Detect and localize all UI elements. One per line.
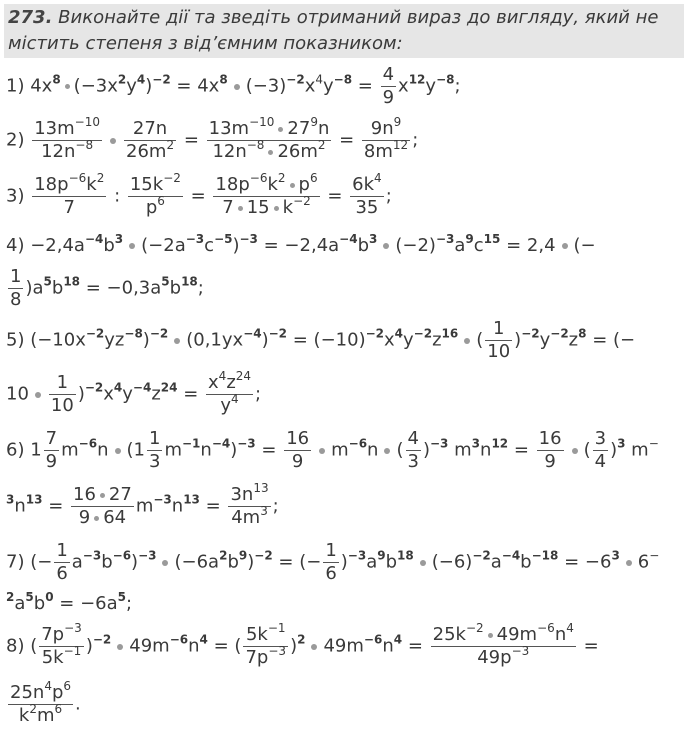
item-label: 2) (6, 129, 25, 151)
fraction: $\frac{9n^9}{8m^{12}}$ (363, 115, 409, 162)
fraction: $\frac{7p^{-3}}{5k^{-1}}$ (41, 621, 82, 668)
item-3: 3) $\frac{18p^{-6}k^2}{7}$ : $\frac{15k^{-2}}{p^6}$ = $\frac{18p^{-6}k^2 p^6}{7 15 k^{-2}}$ = $\frac{6k^4}{35}$ ; (6, 171, 392, 218)
item-label: 1) (6, 75, 25, 97)
dot-icon (562, 243, 568, 249)
task-number: 273. (8, 7, 53, 28)
fraction: $\frac{1}{8}$ (10, 266, 22, 310)
item-7-line-2: $^2a^5b^0 = -6a^5$; (6, 590, 133, 614)
task-text-line-1: Виконайте дії та зведіть отриманий вираз до вигляду, який не (58, 7, 659, 28)
item-1: 1) $4x^8$ $(-3x^2y^4)^{-2} = 4x^8$ $(-3)^{-2}x^4y^{-8}$ = $\frac{4}{9}$ $x^{12}y^{-8}$; (6, 64, 461, 108)
dot-icon (162, 560, 168, 566)
dot-icon (572, 448, 578, 454)
dot-icon (238, 206, 243, 211)
fraction: $\frac{4}{9}$ (382, 64, 395, 108)
fraction: $\frac{27n}{26m^2}$ (126, 118, 175, 162)
fraction: $\frac{5k^{-1}}{7p^{-3}}$ (245, 621, 287, 668)
dot-icon (35, 392, 41, 398)
task-text-line-2: містить степеня з від’ємним показником: (8, 33, 403, 54)
dot-icon (174, 338, 180, 344)
fraction: $\frac{25k^{-2} 49m^{-6}n^4}{49p^{-3}}$ (432, 621, 574, 668)
item-8-line-1: 8) ( $\frac{7p^{-3}}{5k^{-1}}$ )$^{-2}$ $49m^{-6}n^4$ = ( $\frac{5k^{-1}}{7p^{-3}}$ )$^2$ $49m^{-6}n^4$ = $\frac{25k^{-2} 49m^{-6}n^4}{49p^{-3}}$ = (6, 621, 599, 668)
fraction: $\frac{16 27}{9 64}$ (73, 484, 132, 528)
dot-icon (278, 127, 283, 132)
item-label: 7) (6, 551, 25, 573)
fraction: $\frac{18p^{-6}k^2 p^6}{7 15 k^{-2}}$ (215, 171, 318, 218)
item-5-line-2: 10 $\frac{1}{10}$ )$^{-2}x^4y^{-4}z^{24}$ = $\frac{x^4z^{24}}{y^4}$ ; (6, 369, 262, 416)
item-6-line-2: $^3n^{13}$ = $\frac{16 27}{9 64}$ $m^{-3}n^{13}$ = $\frac{3n^{13}}{4m^3}$ ; (6, 481, 279, 528)
dot-icon (319, 448, 325, 454)
fraction: $\frac{3n^{13}}{4m^3}$ (230, 481, 269, 528)
item-4-line-2: $\frac{1}{8}$ )$a^5b^{18} = -0,3a^5b^{18}$; (10, 266, 204, 310)
dot-icon (234, 84, 240, 90)
fraction: $\frac{1}{3}$ (148, 428, 161, 472)
item-label: 4) (6, 235, 25, 256)
dot-icon (117, 644, 123, 650)
fraction: $\frac{1}{10}$ (50, 372, 74, 416)
item-label: 3) (6, 185, 25, 207)
fraction: $\frac{6k^4}{35}$ (352, 171, 382, 218)
dot-icon (268, 150, 273, 155)
dot-icon (488, 633, 493, 638)
dot-icon (290, 183, 295, 188)
dot-icon (626, 560, 632, 566)
item-7-line-1: 7) (− $\frac{1}{6}$ $a^{-3}b^{-6})^{-3}$ $(-6a^2b^9)^{-2}$ = (− $\frac{1}{6}$ )$^{-3}a^9b^{18}$ $(-6)^{-2}a^{-4}b^{-18} = -6^3$ 6− (6, 540, 660, 584)
dot-icon (384, 448, 390, 454)
item-4-line-1: $4) -2,4a^{-4}b^3$ $(-2a^{-3}c^{-5})^{-3} = -2,4a^{-4}b^3$ $(-2)^{-3}a^9c^{15} = 2,4$ (− (6, 232, 596, 256)
dot-icon (274, 206, 279, 211)
fraction: $\frac{1}{6}$ (325, 540, 337, 584)
dot-icon (65, 84, 70, 89)
dot-icon (311, 644, 317, 650)
fraction: $\frac{x^4z^{24}}{y^4}$ (208, 369, 252, 416)
item-5-line-1: 5) $(-10x^{-2}yz^{-8})^{-2}$ $(0,1yx^{-4})^{-2} = (-10)^{-2}x^4y^{-2}z^{16}$ ( $\frac{1}{10}$ )$^{-2}y^{-2}z^8$ = (− (6, 318, 636, 362)
item-label: 8) (6, 635, 25, 657)
fraction: $\frac{4}{3}$ (407, 428, 419, 472)
dot-icon (383, 243, 389, 249)
dot-icon (100, 493, 105, 498)
item-label: 6) (6, 439, 25, 461)
fraction: $\frac{13m^{-10}}{12n^{-8}}$ (34, 115, 100, 162)
fraction: $\frac{1}{10}$ (487, 318, 511, 362)
fraction: $\frac{16}{9}$ (286, 428, 310, 472)
dot-icon (464, 338, 470, 344)
dot-icon (129, 243, 135, 249)
task-header (4, 4, 684, 58)
dot-icon (110, 138, 116, 144)
item-8-line-2: $\frac{25n^4p^6}{k^2m^6}$ . (10, 679, 81, 726)
dot-icon (115, 448, 121, 454)
fraction: $\frac{1}{6}$ (56, 540, 68, 584)
fraction: $\frac{25n^4p^6}{k^2m^6}$ (10, 679, 72, 726)
fraction: $\frac{3}{4}$ (594, 428, 607, 472)
dot-icon (420, 560, 426, 566)
item-label: 5) (6, 329, 25, 351)
fraction: $\frac{13m^{-10} 27^9n}{12n^{-8} 26m^2}$ (208, 115, 330, 162)
fraction: $\frac{7}{9}$ (45, 428, 58, 472)
item-2: 2) $\frac{13m^{-10}}{12n^{-8}}$ $\frac{27n}{26m^2}$ = $\frac{13m^{-10} 27^9n}{12n^{-8} 26m^2}$ = $\frac{9n^9}{8m^{12}}$ ; (6, 115, 419, 162)
fraction: $\frac{18p^{-6}k^2}{7}$ (34, 171, 105, 218)
fraction: $\frac{15k^{-2}}{p^6}$ (129, 171, 181, 218)
item-6-line-1: 6) 1 $\frac{7}{9}$ $m^{-6}n$ (1 $\frac{1}{3}$ $m^{-1}n^{-4})^{-3}$ = $\frac{16}{9}$ $m^{-6}n$ ( $\frac{4}{3}$ )$^{-3}$ $m^3n^{12}$ = $\frac{16}{9}$ ( $\frac{3}{4}$ )$^3$ m− (6, 428, 659, 472)
dot-icon (94, 516, 99, 521)
fraction: $\frac{16}{9}$ (538, 428, 562, 472)
